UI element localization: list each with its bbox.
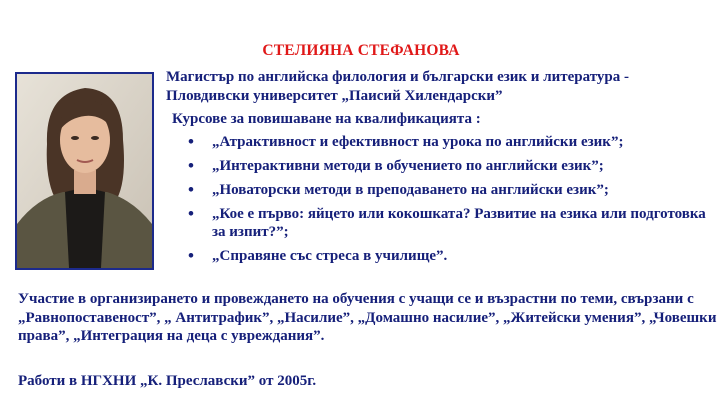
- degree-text: Магистър по английска филология и български език и литература - Пловдивски университет „Паисий Хилендарски”: [166, 69, 629, 104]
- participation-text: Участие в организирането и провеждането на обучения с учащи се и възрастни по теми, свързани с „Равнопоставеност”, „ Антитрафик”, „Насилие”, „Домашно насилие”, „Житейски умения”, „Човешки права”, „Интеграция на деца с увреждания”.: [18, 291, 717, 344]
- course-item: • „Справяне със стреса в училище”.: [186, 247, 716, 265]
- courses-list: [186, 133, 716, 271]
- portrait-photo: [15, 72, 154, 270]
- course-item: • „Интерактивни методи в обучението по английски език”;: [186, 157, 716, 175]
- course-item: • „Атрактивност и ефективност на урока по английски език”;: [186, 133, 716, 151]
- course-item: • „Кое е първо: яйцето или кокошката? Развитие на езика или подготовка за изпит?”;: [186, 205, 716, 241]
- courses-heading: Курсове за повишаване на квалификацията :: [172, 111, 481, 127]
- work-text: Работи в НГХНИ „К. Преславски” от 2005г.: [18, 373, 317, 389]
- course-item: • „Новаторски методи в преподаването на английски език”;: [186, 181, 716, 199]
- person-name: СТЕЛИЯНА СТЕФАНОВА: [262, 42, 460, 59]
